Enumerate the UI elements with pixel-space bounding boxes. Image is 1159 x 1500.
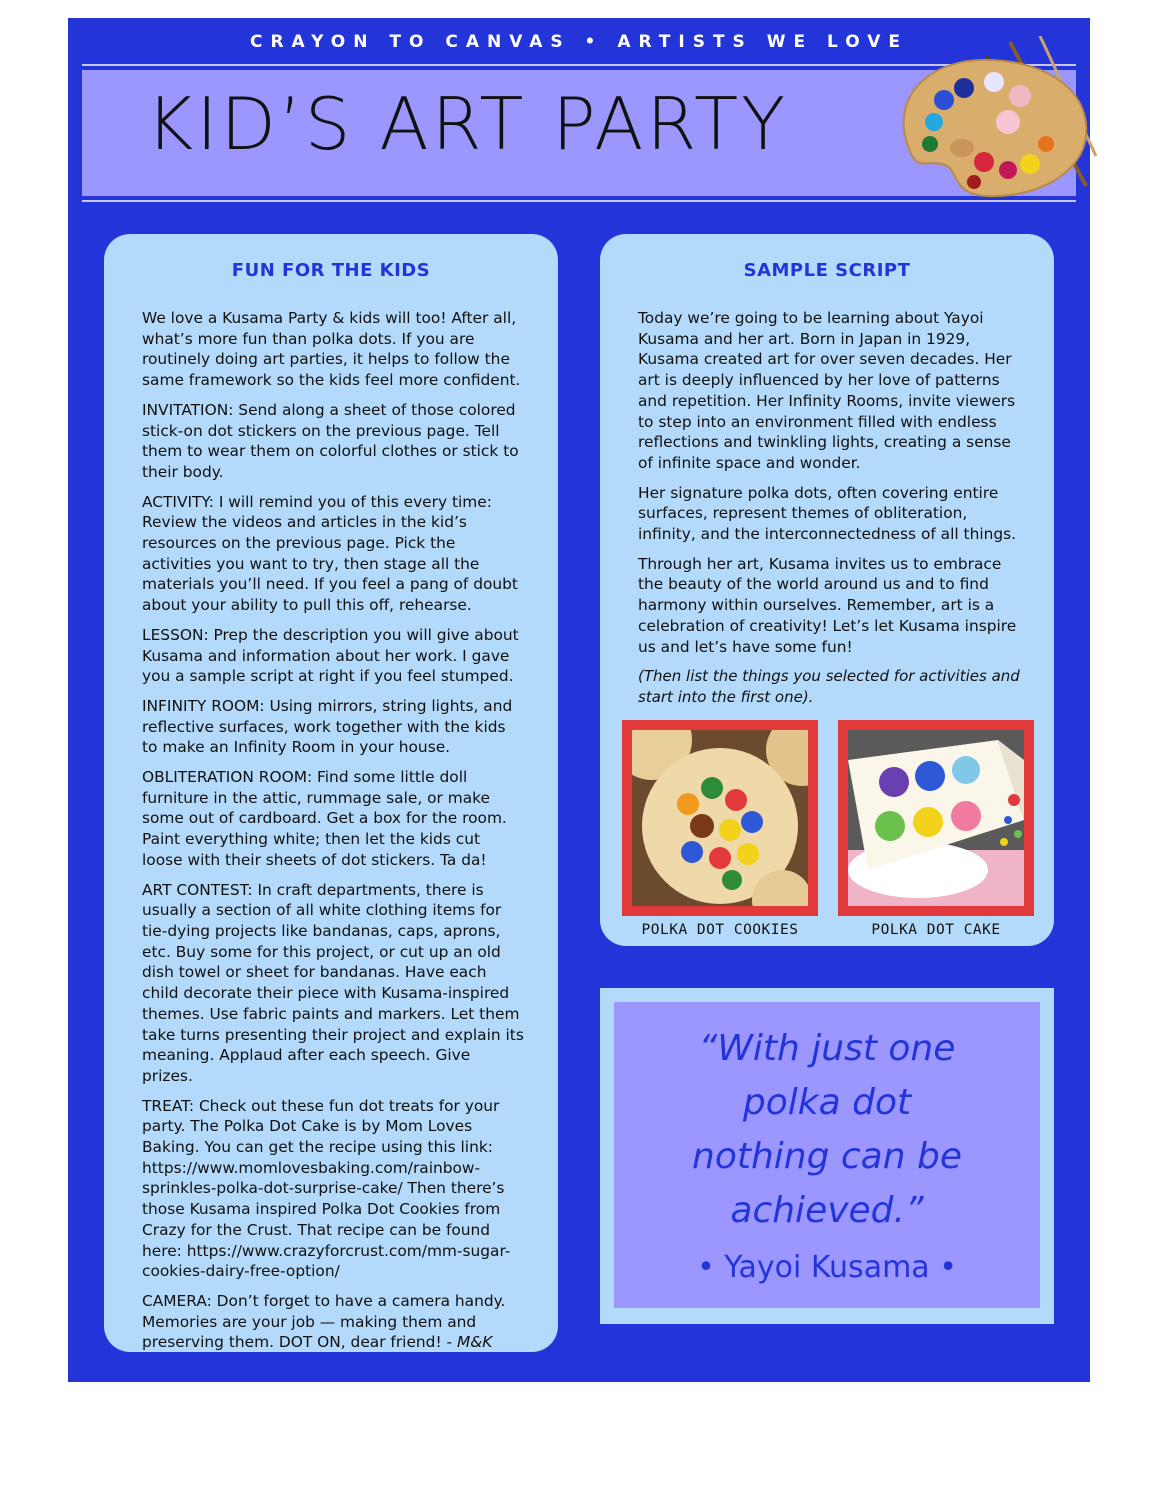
quote-line: polka dot [742,1082,912,1123]
paint-palette-icon [890,36,1100,206]
camera-text: CAMERA: Don’t forget to have a camera handy. Memories are your job — making them and preserving them. DOT ON, dear friend! - [142,1291,506,1352]
fun-for-kids-body [142,308,524,1362]
cookies-caption: POLKA DOT COOKIES [641,922,799,938]
quote-line: nothing can be [692,1136,962,1177]
camera-paragraph [142,1291,524,1353]
script-paragraph: Through her art, Kusama invites us to embrace the beauty of the world around us and to find harmony within ourselves. Remember, art is a celebration of creativity! Let’s let Kusama inspire us and let’s have some fun! [638,554,1017,656]
script-note: (Then list the things you selected for activities and start into the first one). [638,667,1020,706]
fun-for-kids-heading: FUN FOR THE KIDS [231,260,431,281]
cookies-illustration [632,730,808,906]
script-paragraph: Her signature polka dots, often covering entire surfaces, represent themes of obliteration, infinity, and the interconnectedness of all things. [638,483,1017,544]
lesson-paragraph: LESSON: Prep the description you will give about Kusama and information about her work. I gave you a sample script at right if you feel stumped. [142,625,519,686]
cake-illustration [848,730,1024,906]
page-title: KID’S ART PARTY [146,82,789,166]
treat-paragraph: TREAT: Check out these fun dot treats for your party. The Polka Dot Cake is by Mom Loves Baking. You can get the recipe using this link: https://www.momlovesbaking.com/rainbow-sprinkles-polka-dot-surprise-cake/ Then there’s those Kusama inspired Polka Dot Cookies from Crazy for the Crust. That recipe can be found here: https://www.crazyforcrust.com/mm-sugar-cookies-dairy-free-option/ [142,1096,511,1281]
intro-paragraph: We love a Kusama Party & kids will too! After all, what’s more fun than polka dots. If you are routinely doing art parties, it helps to follow the same framework so the kids feel more confident. [142,309,521,390]
quote-box [600,988,1054,1324]
quote-line: achieved.” [730,1190,924,1231]
quote-panel [614,1002,1040,1308]
obliteration-room-paragraph: OBLITERATION ROOM: Find some little doll furniture in the attic, rummage sale, or make some out of cardboard. Get a box for the room. Paint everything white; then let the kids cut loose with their sheets of dot stickers. Ta da! [142,768,507,869]
signature: M&K [456,1333,493,1352]
invitation-paragraph: INVITATION: Send along a sheet of those colored stick-on dot stickers on the previous page. Tell them to wear them on colorful clothes or stick to their body. [142,400,519,481]
polka-dot-cookies-photo [622,720,818,916]
activity-paragraph: ACTIVITY: I will remind you of this every time: Review the videos and articles in the kid’s resources on the previous page. Pick the activities you want to try, then stage all the materials you’ll need. If you feel a pang of doubt about your ability to pull this off, rehearse. [142,492,518,615]
cake-caption: POLKA DOT CAKE [871,922,1001,938]
quote-text [614,1022,1040,1238]
title-banner [82,70,1076,196]
sample-script-card [600,234,1054,946]
sample-script-body [638,308,1020,717]
script-paragraph: Today we’re going to be learning about Yayoi Kusama and her art. Born in Japan in 1929, Kusama created art for over seven decades. Her art is deeply influenced by her love of patterns and repetition. Her Infinity Rooms, invite viewers to step into an environment filled with endless reflections and twinkling lights, creating a sense of infinite space and wonder. [638,309,1016,472]
fun-for-kids-card [104,234,558,1352]
series-kicker: CRAYON TO CANVAS • ARTISTS WE LOVE [249,32,908,52]
art-contest-paragraph: ART CONTEST: In craft departments, there is usually a section of all white clothing items for tie-dying projects like bandanas, caps, aprons, etc. Buy some for this project, or cut up an old dish towel or sheet for bandanas. Have each child decorate their piece with Kusama-inspired themes. Use fabric paints and markers. Let them take turns presenting their project and explain its meaning. Applaud after each speech. Give prizes. [142,880,524,1085]
polka-dot-cake-photo [838,720,1034,916]
banner-rule-bottom [82,200,1076,202]
quote-line: “With just one [698,1028,956,1069]
quote-author: • Yayoi Kusama • [697,1250,957,1285]
infinity-room-paragraph: INFINITY ROOM: Using mirrors, string lights, and reflective surfaces, work together with the kids to make an Infinity Room in your house. [142,696,513,757]
sample-script-heading: SAMPLE SCRIPT [743,260,911,281]
page [68,18,1090,1382]
